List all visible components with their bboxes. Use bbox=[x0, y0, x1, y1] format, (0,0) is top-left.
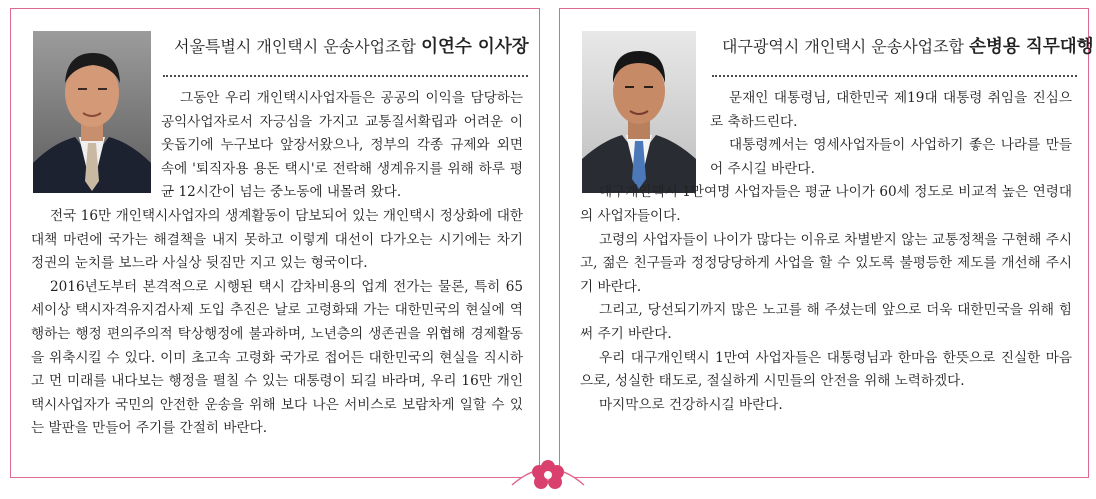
right-paragraph-5: 그리고, 당선되기까지 많은 노고를 해 주셨는데 앞으로 더욱 대한민국을 위해 힘써 주기 바란다. bbox=[580, 302, 1072, 342]
flower-emblem-icon bbox=[510, 445, 586, 495]
left-article bbox=[10, 8, 540, 478]
right-affiliation: 대구광역시 개인택시 운송사업조합 bbox=[722, 37, 965, 56]
right-paragraph-2: 대통령께서는 영세사업자들이 사업하기 좋은 나라를 만들어 주시길 바란다. bbox=[710, 137, 1072, 177]
flower-emblem bbox=[510, 445, 586, 495]
left-heading bbox=[174, 33, 529, 58]
right-paragraph-7: 마지막으로 건강하시길 바란다. bbox=[599, 396, 783, 413]
left-paragraph-1: 그동안 우리 개인택시사업자들은 공공의 이익을 담당하는 공익사업자로서 자긍심을 가지고 교통질서확립과 어려운 이웃돕기에 누구보다 앞장서왔으나, 정부의 각종 규제와 외면 속에 '퇴직자용 용돈 택시'로 전락해 생계유지를 위해 하루 평균 12시간이 넘는 중노동에 내몰려 왔다. bbox=[161, 90, 523, 201]
right-paragraph-4: 고령의 사업자들이 나이가 많다는 이유로 차별받지 않는 교통정책을 구현해 주시고, 젊은 친구들과 정정당당하게 사업을 할 수 있도록 불평등한 제도를 개선해 주시기 바란다. bbox=[580, 231, 1072, 295]
left-affiliation: 서울특별시 개인택시 운송사업조합 bbox=[174, 37, 417, 56]
right-paragraph-1: 문재인 대통령님, 대한민국 제19대 대통령 취임을 진심으로 축하드린다. bbox=[710, 90, 1072, 130]
left-paragraph-3: 2016년도부터 본격적으로 시행된 택시 감차비용의 업계 전가는 물론, 특히 65세이상 택시자격유지검사제 도입 추진은 날로 고령화돼 가는 대한민국의 현실에 역행하는 행정 편의주의적 탁상행정에 불과하며, 노년층의 생존권을 위협해 경제활동을 위축시킬 수 있다. 이미 초고속 고령화 국가로 접어든 대한민국의 현실을 직시하고 먼 미래를 내다보는 행정을 펼칠 수 있는 대통령이 되길 바라며, 우리 16만 개인택시사업자가 국민의 안전한 운송을 위해 보다 나은 서비스로 보람차게 일할 수 있는 발판을 만들어 주기를 간절히 바란다. bbox=[31, 278, 523, 437]
right-paragraph-3: 대구개인택시 1만여명 사업자들은 평균 나이가 60세 정도로 비교적 높은 연령대의 사업자들이다. bbox=[580, 184, 1072, 224]
right-article bbox=[559, 8, 1094, 478]
right-heading bbox=[722, 33, 1094, 58]
right-body bbox=[580, 87, 1072, 417]
left-paragraph-2: 전국 16만 개인택시사업자의 생계활동이 담보되어 있는 개인택시 정상화에 대한 대책 마련에 국가는 해결책을 내지 못하고 이렇게 대선이 다가오는 시기에는 차기 정권의 눈치를 보느라 사실상 뒷짐만 지고 있는 형국이다. bbox=[31, 207, 523, 272]
right-divider bbox=[712, 75, 1077, 77]
left-name-title: 이연수 이사장 bbox=[421, 37, 529, 57]
left-body bbox=[31, 87, 523, 441]
left-divider bbox=[163, 75, 528, 77]
right-paragraph-6: 우리 대구개인택시 1만여 사업자들은 대통령님과 한마음 한뜻으로 진실한 마음으로, 성실한 태도로, 절실하게 시민들의 안전을 위해 노력하겠다. bbox=[580, 349, 1072, 390]
right-name-title: 손병용 직무대행 bbox=[969, 37, 1094, 57]
